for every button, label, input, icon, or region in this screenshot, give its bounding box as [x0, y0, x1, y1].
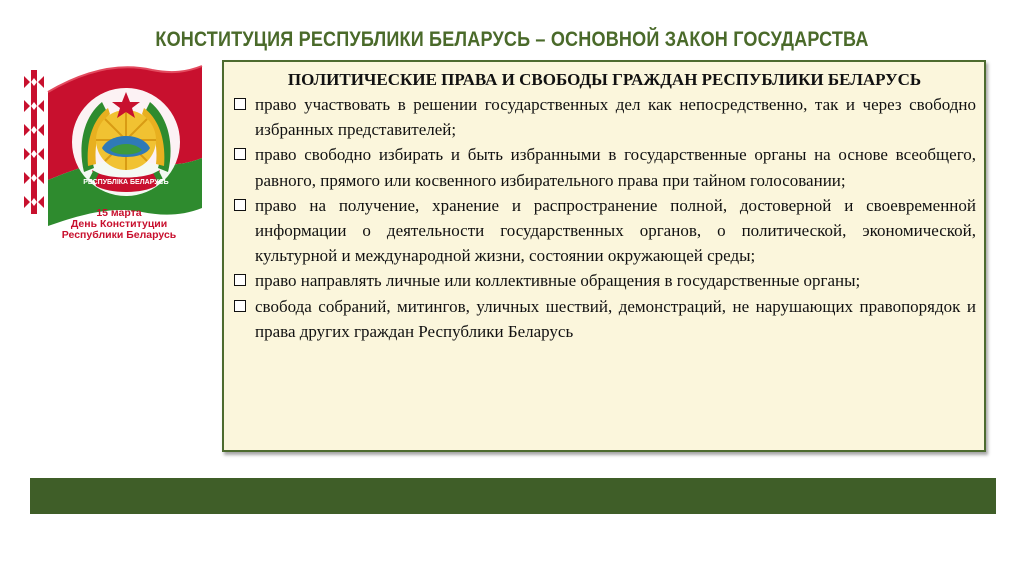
emblem-caption-holiday: День Конституции: [70, 218, 168, 230]
panel-heading: ПОЛИТИЧЕСКИЕ ПРАВА И СВОБОДЫ ГРАЖДАН РЕСПУБЛИКИ БЕЛАРУСЬ: [287, 70, 922, 89]
emblem-caption-date: 15 марта: [96, 207, 142, 219]
list-item-text: свобода собраний, митингов, уличных шествий, демонстраций, не нарушающих правопорядок и права других граждан Республики Беларусь: [255, 296, 976, 341]
emblem-caption-country: Республики Беларусь: [61, 229, 177, 241]
list-item: [233, 92, 976, 142]
square-bullet-icon: [234, 300, 246, 312]
emblem-ribbon-text: РЕСПУБЛIКА БЕЛАРУСЬ: [83, 179, 169, 186]
footer-bar: [30, 478, 996, 514]
rights-panel: [222, 60, 986, 452]
list-item: [233, 142, 976, 192]
square-bullet-icon: [234, 274, 246, 286]
list-item-text: право на получение, хранение и распространение полной, достоверной и своевременной информации о деятельности государственных органов, о политической, экономической, культурной и международной жизни, состоянии окружающей среды;: [255, 195, 976, 266]
emblem-caption: [40, 208, 198, 241]
list-item: [233, 294, 976, 344]
list-item: [233, 268, 976, 293]
list-item: [233, 193, 976, 269]
square-bullet-icon: [234, 148, 246, 160]
square-bullet-icon: [234, 199, 246, 211]
list-item-text: право направлять личные или коллективные обращения в государственные органы;: [255, 271, 861, 291]
square-bullet-icon: [234, 98, 246, 110]
list-item-text: право участвовать в решении государственных дел как непосредственно, так и через свободно избранных представителей;: [255, 95, 976, 140]
page-title: КОНСТИТУЦИЯ РЕСПУБЛИКИ БЕЛАРУСЬ – ОСНОВНОЙ ЗАКОН ГОСУДАРСТВА: [155, 28, 869, 51]
list-item-text: право свободно избирать и быть избранными в государственные органы на основе всеобщего, равного, прямого или косвенного избирательного права при тайном голосовании;: [255, 145, 976, 190]
